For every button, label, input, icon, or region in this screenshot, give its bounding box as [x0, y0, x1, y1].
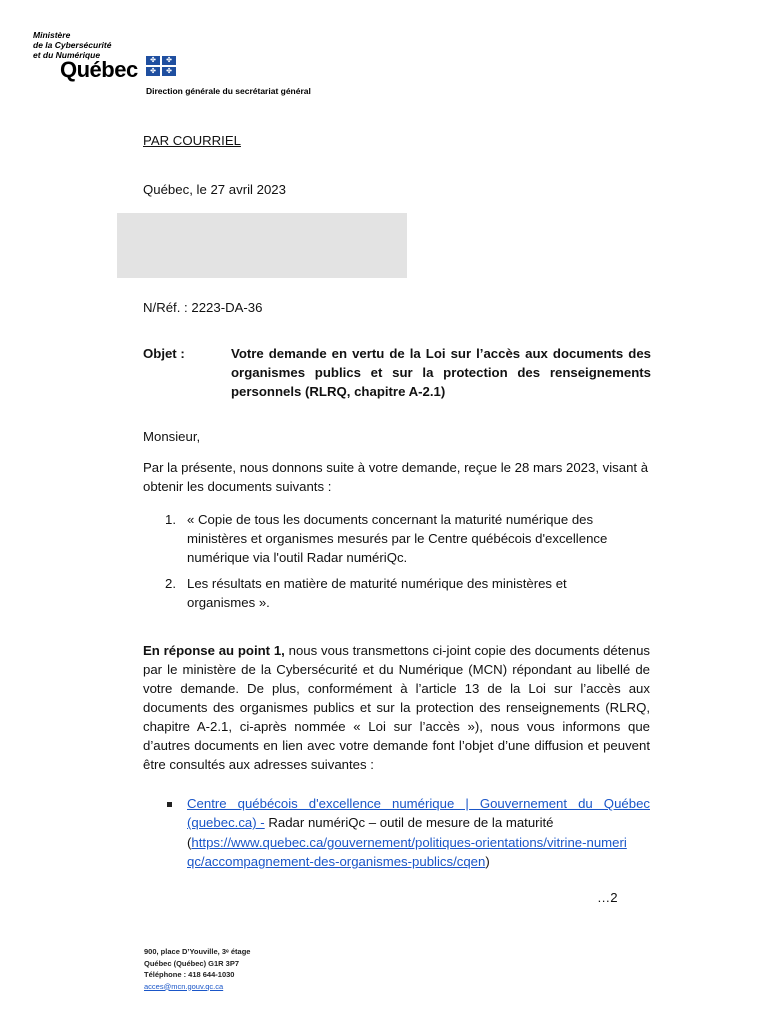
ministry-name-line: et du Numérique: [33, 50, 101, 60]
url-open-paren: (: [187, 835, 192, 850]
fleur-de-lis-flag-icon: ✤ ✤ ✤ ✤: [146, 56, 176, 76]
list-item-number: 2.: [165, 576, 176, 591]
link-list-item: [187, 794, 650, 832]
ministry-name-line: de la Cybersécurité: [33, 40, 112, 50]
ministry-name-line: Ministère: [33, 30, 71, 40]
object-label: Objet :: [143, 346, 185, 361]
list-item-text: « Copie de tous les documents concernant la maturité numérique des ministères et organismes mesurés par le Centre québécois d'excellence numérique via l'outil Radar numériQc.: [187, 512, 608, 565]
ministry-logo: [33, 30, 183, 82]
object-text: Votre demande en vertu de la Loi sur l’accès aux documents des organismes publics et sur la protection des renseignements personnels (RLRQ, chapitre A-2.1): [231, 346, 651, 399]
quebec-wordmark: Québec: [60, 57, 138, 82]
footer-street: 900, place D’Youville, 3ᵉ étage: [144, 947, 251, 956]
delivery-mode: PAR COURRIEL: [143, 133, 241, 148]
response-body: nous vous transmettons ci-joint copie des documents détenus par le ministère de la Cybersécurité et du Numérique (MCN) répondant au libellé de votre demande. De plus, conformément à l’article 13 de la Loi sur l’accès aux documents des organismes publics et sur la protection des renseignements (RLRQ, chapitre A-2.1, ci-après nommée « Loi sur l’accès »), nous vous informons que d’autres documents en lien avec votre demande font l’objet d’une diffusion et peuvent être consultés aux adresses suivantes :: [143, 643, 651, 772]
page-continuation-marker: …2: [597, 890, 618, 905]
response-paragraph: [143, 641, 650, 774]
response-lead: En réponse au point 1,: [143, 643, 285, 658]
list-item-number: 1.: [165, 512, 176, 527]
link-description: Radar numériQc – outil de mesure de la maturité: [264, 815, 554, 830]
place-date: Québec, le 27 avril 2023: [143, 182, 286, 197]
footer-email-link[interactable]: acces@mcn.gouv.qc.ca: [144, 981, 224, 991]
salutation: Monsieur,: [143, 429, 201, 444]
list-item-text: Les résultats en matière de maturité numérique des ministères et organismes ».: [187, 576, 567, 610]
footer-address: [144, 946, 250, 992]
direction-label: Direction générale du secrétariat général: [146, 86, 311, 96]
footer-phone: Téléphone : 418 644-1030: [144, 970, 235, 979]
url-line: [187, 833, 627, 871]
bullet-square-icon: [167, 802, 172, 807]
cqen-link[interactable]: Centre québécois d'excellence numérique | Gouvernement du Québec (quebec.ca) -: [187, 796, 650, 830]
radar-url-link[interactable]: https://www.quebec.ca/gouvernement/politiques-orientations/vitrine-numeriqc/accompagnement-des-organismes-publics/cqen: [187, 835, 627, 869]
footer-city: Québec (Québec) G1R 3P7: [144, 958, 240, 968]
redacted-recipient-block: [117, 213, 407, 278]
url-close-paren: ): [485, 854, 490, 869]
reference-number: N/Réf. : 2223-DA-36: [143, 300, 263, 315]
intro-paragraph: Par la présente, nous donnons suite à votre demande, reçue le 28 mars 2023, visant à obtenir les documents suivants :: [143, 460, 649, 494]
